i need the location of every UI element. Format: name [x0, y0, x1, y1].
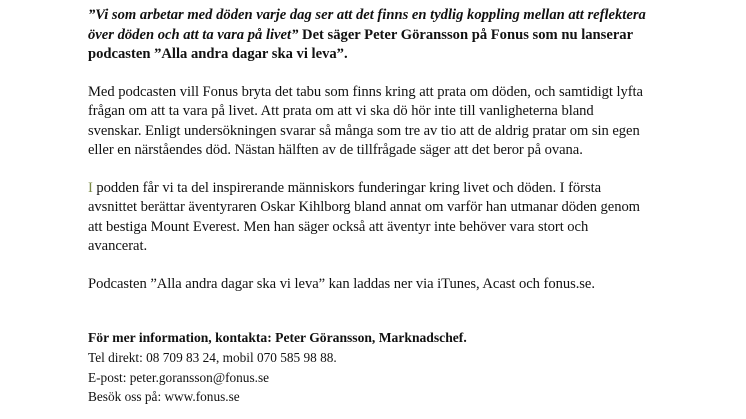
- paragraph-initial: I: [88, 179, 93, 196]
- lead-rest: Det säger Peter Göransson på Fonus som nu lanserar podcasten ”Alla andra dagar ska vi leva”.: [88, 26, 633, 62]
- press-release: [88, 6, 648, 407]
- body-paragraph-3: Podcasten ”Alla andra dagar ska vi leva” kan laddas ner via iTunes, Acast och fonus.se.: [88, 275, 595, 292]
- contact-heading: För mer information, kontakta: Peter Göransson, Marknadschef.: [88, 330, 467, 345]
- body-paragraph-2: [88, 179, 648, 257]
- body-paragraph-2-text: podden får vi ta del inspirerande människors funderingar kring livet och döden. I första avsnittet berättar äventyraren Oskar Kihlborg bland annat om varför han utmanar döden genom att bestiga Mount Everest. Men han säger också att äventyr inte behöver vara stort och avancerat.: [88, 179, 640, 254]
- contact-phone: Tel direkt: 08 709 83 24, mobil 070 585 98 88.: [88, 349, 337, 365]
- lead-quote: ”Vi som arbetar med döden varje dag ser att det finns en tydlig koppling mellan att reflektera över döden och att ta vara på livet”: [88, 7, 646, 43]
- contact-email: E-post: peter.goransson@fonus.se: [88, 369, 270, 385]
- contact-website: Besök oss på: www.fonus.se: [88, 389, 240, 405]
- body-paragraph-1: Med podcasten vill Fonus bryta det tabu som finns kring att prata om döden, och samtidigt lyfta frågan om att ta vara på livet. Att prata om att vi ska dö hör inte till vanligheterna bland svenskar. Enligt undersökningen svarar så många som tre av tio att de aldrig pratar om sin egen eller en närståendes död. Nästan hälften av de tillfrågade säger att det beror på ovana.: [88, 83, 643, 158]
- lead-paragraph: [88, 6, 648, 65]
- contact-block: [88, 328, 648, 407]
